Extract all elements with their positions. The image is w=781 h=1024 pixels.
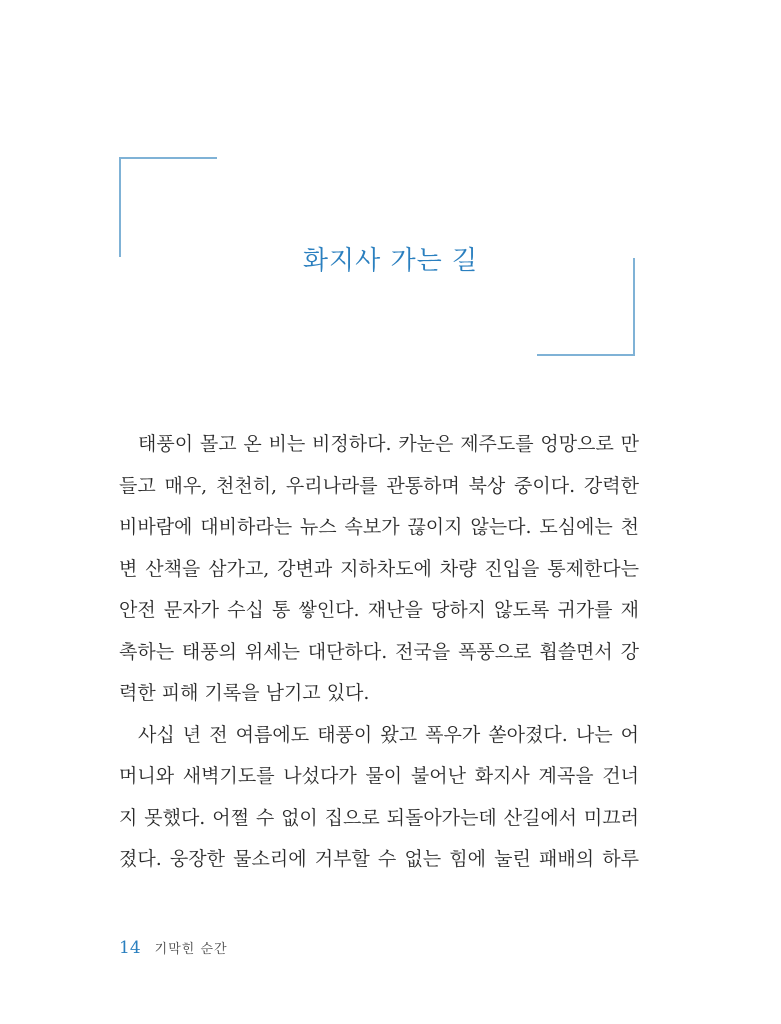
text-line: 력한 피해 기록을 남기고 있다. bbox=[119, 682, 370, 704]
text-line: 머니와 새벽기도를 나섰다가 물이 불어난 화지사 계곡을 건너 bbox=[119, 765, 639, 787]
text-line: 안전 문자가 수십 통 쌓인다. 재난을 당하지 않도록 귀가를 재 bbox=[119, 599, 639, 621]
paragraph-2 bbox=[119, 715, 639, 881]
body-text bbox=[119, 424, 639, 881]
text-line: 태풍이 몰고 온 비는 비정하다. 카눈은 제주도를 엉망으로 만 bbox=[138, 433, 639, 455]
page-footer bbox=[119, 938, 228, 960]
text-line: 변 산책을 삼가고, 강변과 지하차도에 차량 진입을 통제한다는 bbox=[119, 557, 639, 580]
chapter-title: 화지사 가는 길 bbox=[302, 246, 479, 276]
running-book-title: 기막힌 순간 bbox=[154, 942, 228, 957]
page-number: 14 bbox=[119, 938, 141, 958]
frame-top-left-horizontal bbox=[119, 157, 217, 159]
paragraph-1 bbox=[119, 424, 639, 715]
text-line: 지 못했다. 어쩔 수 없이 집으로 되돌아가는데 산길에서 미끄러 bbox=[119, 806, 639, 829]
text-line: 비바람에 대비하라는 뉴스 속보가 끊이지 않는다. 도심에는 천 bbox=[119, 516, 639, 538]
frame-bottom-right-horizontal bbox=[537, 354, 635, 356]
text-line: 사십 년 전 여름에도 태풍이 왔고 폭우가 쏟아졌다. 나는 어 bbox=[138, 723, 639, 746]
text-line: 들고 매우, 천천히, 우리나라를 관통하며 북상 중이다. 강력한 bbox=[119, 474, 639, 497]
text-line: 졌다. 웅장한 물소리에 거부할 수 없는 힘에 눌린 패배의 하루 bbox=[119, 848, 639, 870]
text-line: 촉하는 태풍의 위세는 대단하다. 전국을 폭풍으로 휩쓸면서 강 bbox=[119, 640, 639, 663]
